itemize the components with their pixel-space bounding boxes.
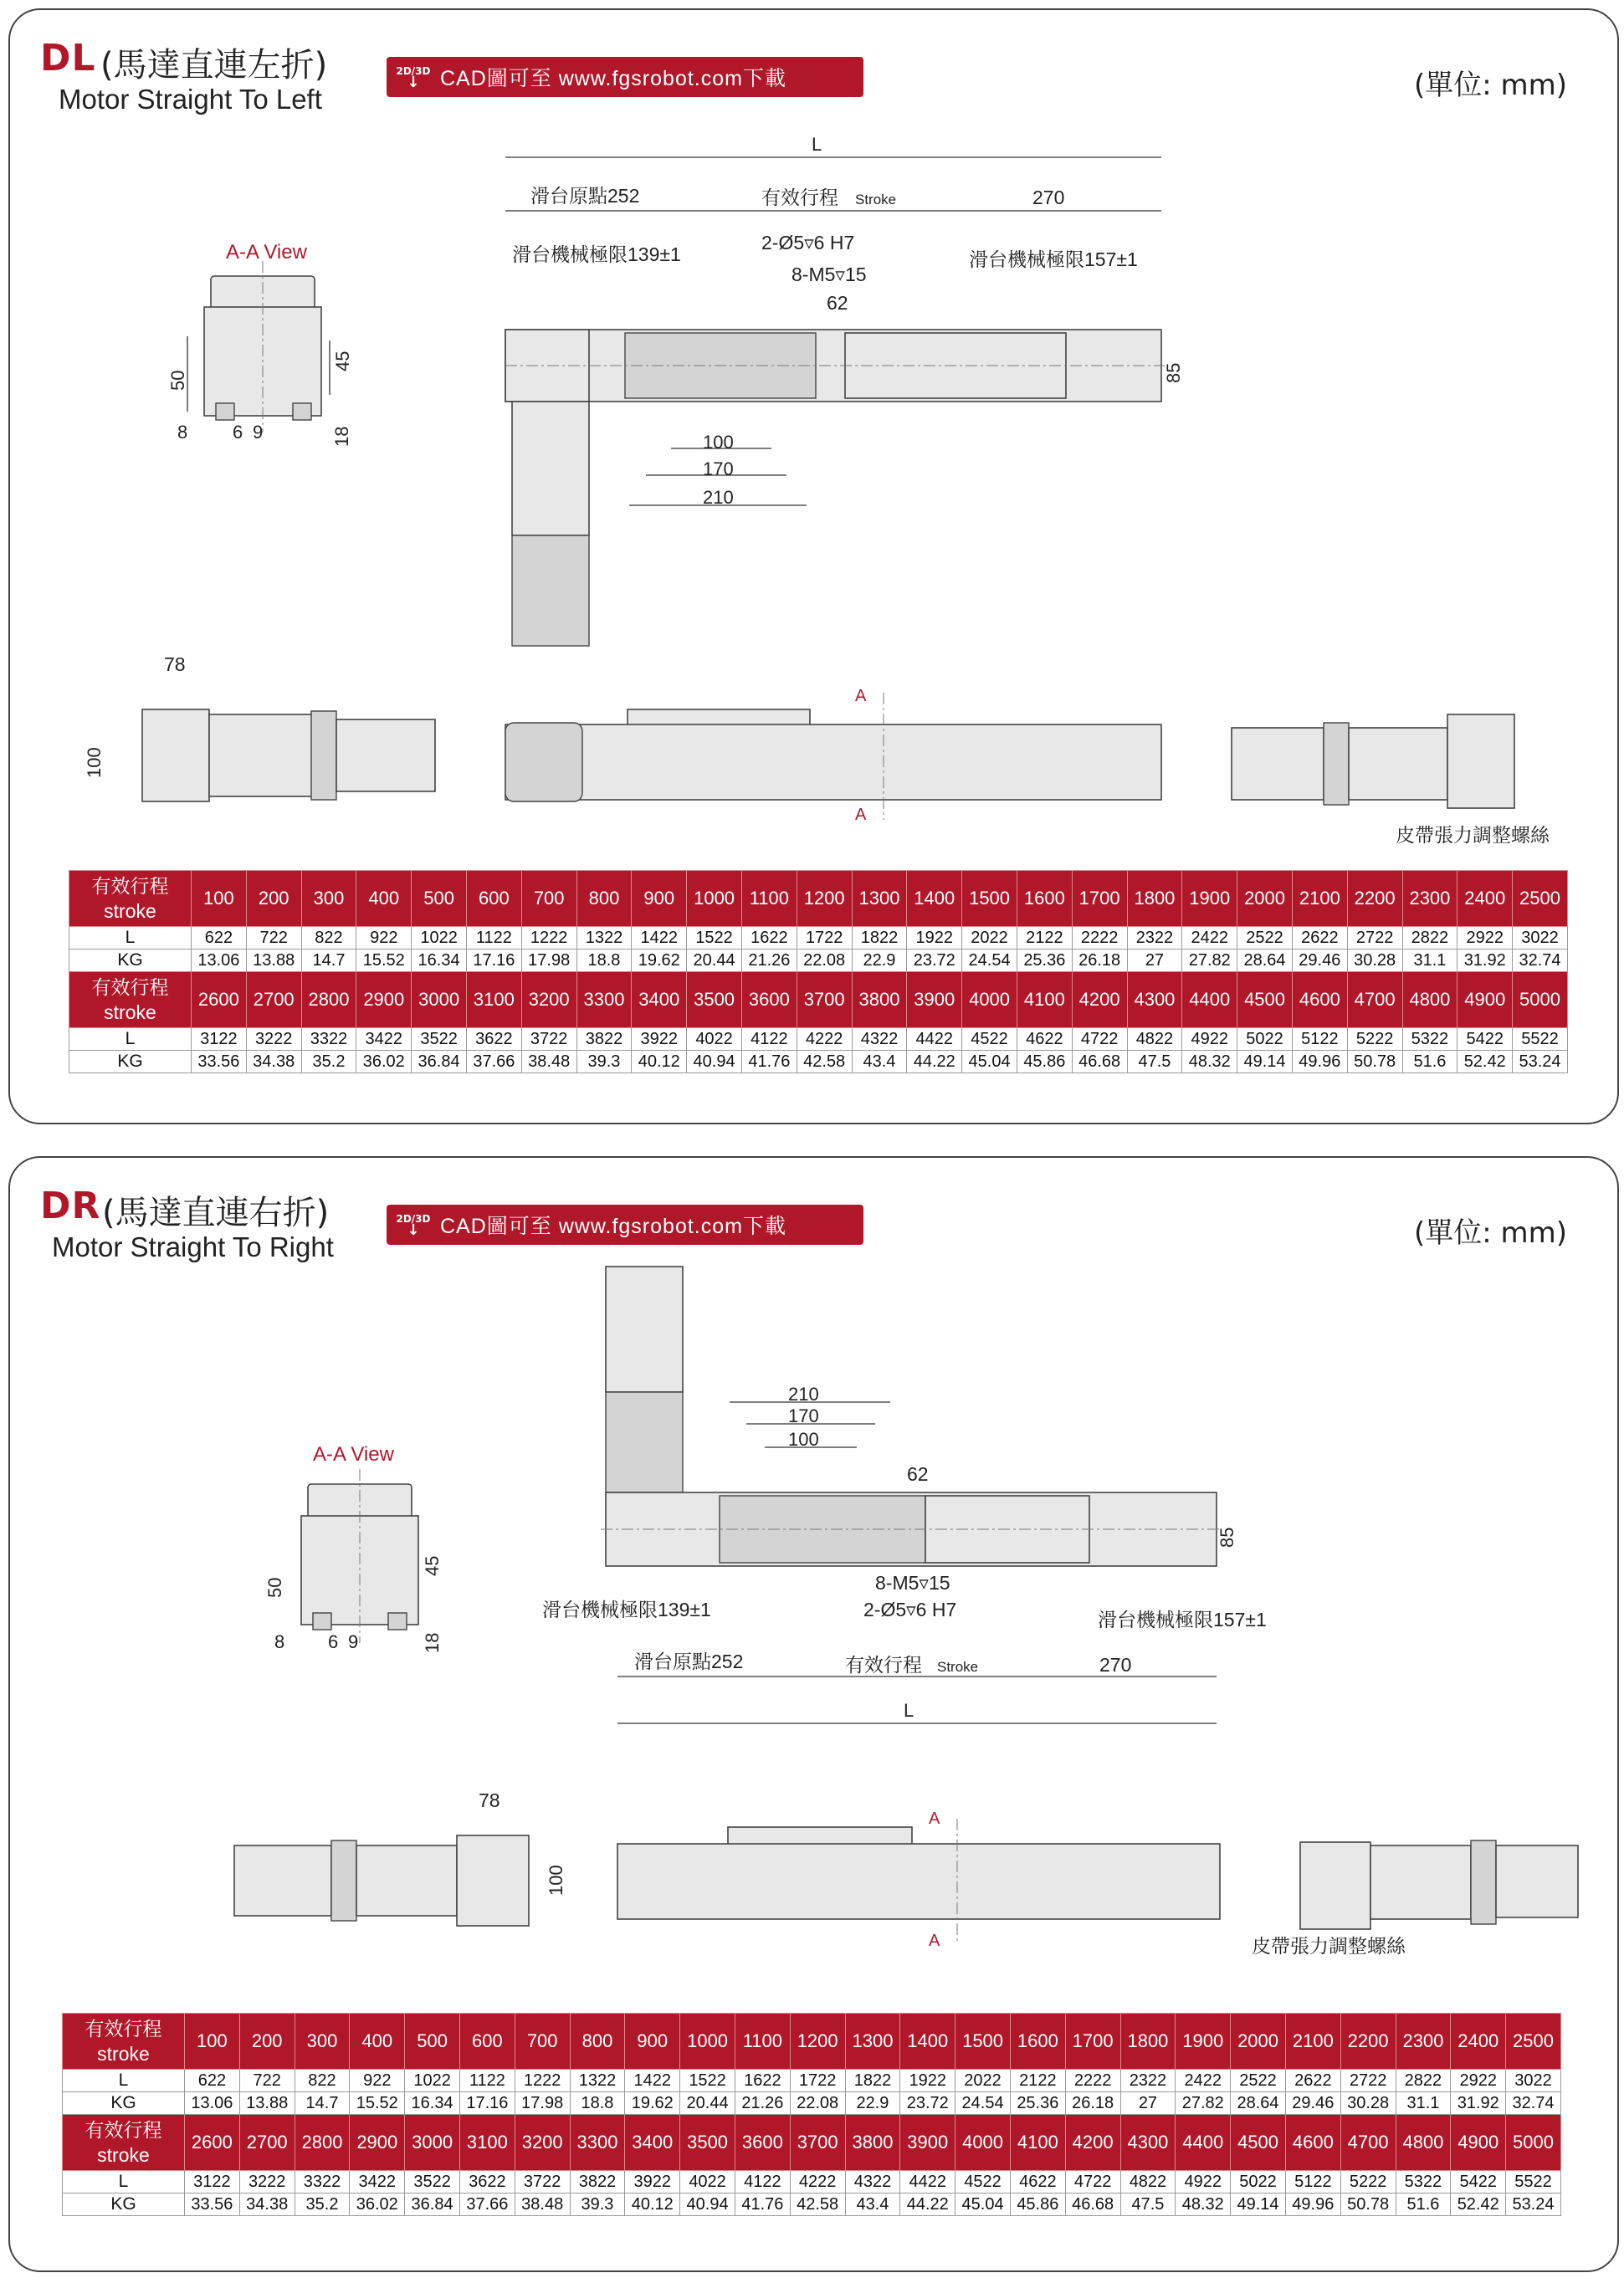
svg-text:L: L <box>812 134 822 155</box>
svg-text:滑台機械極限157±1: 滑台機械極限157±1 <box>1098 1609 1267 1630</box>
svg-text:50: 50 <box>264 1577 285 1598</box>
svg-text:A: A <box>855 687 867 705</box>
svg-text:Stroke: Stroke <box>937 1659 979 1675</box>
dr-drawings <box>10 1158 1617 1994</box>
table-row-KG: KG 33.56 34.38 35.2 36.02 36.84 37.66 38.48 39.3 40.12 40.94 41.76 42.58 43.4 44.22 45.04 45.86 46.68 47.5 48.32 49.14 49.96 50.78 51.6 52.42 53.24 <box>69 1051 1568 1073</box>
svg-text:皮帶張力調整螺絲: 皮帶張力調整螺絲 <box>1252 1935 1406 1957</box>
aa-view-title: A-A View <box>226 241 307 264</box>
table-row-KG: KG 13.06 13.88 14.7 15.52 16.34 17.16 17.98 18.8 19.62 20.44 21.26 22.08 22.9 23.72 24.54 25.36 26.18 27 27.82 28.64 29.46 30.28 31.1 31.92 32.74 <box>69 950 1568 972</box>
model-title-en: Motor Straight To Left <box>59 84 322 115</box>
svg-text:6: 6 <box>233 422 243 443</box>
unit-label: (單位: mm) <box>1413 69 1567 102</box>
model-code: DR <box>40 1185 101 1227</box>
svg-text:50: 50 <box>167 370 188 391</box>
svg-text:78: 78 <box>164 653 186 675</box>
aa-view-drawing <box>264 1443 443 1653</box>
svg-text:78: 78 <box>479 1789 500 1811</box>
svg-text:9: 9 <box>348 1631 359 1652</box>
table-row-L: L 3122 3222 3322 3422 3522 3622 3722 3822 3922 4022 4122 4222 4322 4422 4522 4622 4722 4822 4922 5022 5122 5222 5322 5422 5522 <box>63 2171 1561 2194</box>
svg-text:A: A <box>929 1810 940 1828</box>
svg-text:有效行程: 有效行程 <box>761 187 838 208</box>
svg-text:62: 62 <box>907 1463 929 1485</box>
svg-text:滑台機械極限139±1: 滑台機械極限139±1 <box>512 243 681 265</box>
svg-text:100: 100 <box>788 1429 819 1450</box>
model-title-cn: (馬達直連左折) <box>100 46 328 84</box>
model-code: DL <box>40 37 96 79</box>
svg-text:滑台原點252: 滑台原點252 <box>634 1651 744 1672</box>
svg-text:62: 62 <box>827 292 848 314</box>
aa-view-title: A-A View <box>313 1443 394 1466</box>
stroke-header-row: 有效行程 stroke 100 200 300 400 500 600 700 800 900 1000 1100 1200 1300 1400 1500 1600 1700 1800 1900 2000 2100 2200 2300 2400 2500 <box>69 871 1568 927</box>
section-dl <box>8 8 1619 1124</box>
stroke-header-row: 有效行程 stroke 2600 2700 2800 2900 3000 3100 3200 3300 3400 3500 3600 3700 3800 3900 4000 4100 4200 4300 4400 4500 4600 4700 4800 4900 5000 <box>69 972 1568 1028</box>
svg-text:L: L <box>904 1700 914 1721</box>
svg-text:170: 170 <box>703 458 734 479</box>
stroke-header-row: 有效行程 stroke 100 200 300 400 500 600 700 800 900 1000 1100 1200 1300 1400 1500 1600 1700 1800 1900 2000 2100 2200 2300 2400 2500 <box>63 2014 1561 2070</box>
svg-text:8: 8 <box>274 1631 285 1652</box>
svg-text:滑台機械極限139±1: 滑台機械極限139±1 <box>542 1599 711 1620</box>
svg-text:A: A <box>855 806 867 824</box>
table-row-KG: KG 33.56 34.38 35.2 36.02 36.84 37.66 38.48 39.3 40.12 40.94 41.76 42.58 43.4 44.22 45.04 45.86 46.68 47.5 48.32 49.14 49.96 50.78 51.6 52.42 53.24 <box>63 2194 1561 2216</box>
svg-text:9: 9 <box>253 422 264 443</box>
cad-download-text: CAD圖可至 www.fgsrobot.com下載 <box>440 67 786 90</box>
svg-text:滑台原點252: 滑台原點252 <box>530 185 640 207</box>
model-title-cn: (馬達直連右折) <box>102 1194 330 1232</box>
svg-text:6: 6 <box>328 1631 339 1652</box>
table-row-KG: KG 13.06 13.88 14.7 15.52 16.34 17.16 17.98 18.8 19.62 20.44 21.26 22.08 22.9 23.72 24.54 25.36 26.18 27 27.82 28.64 29.46 30.28 31.1 31.92 32.74 <box>63 2092 1561 2115</box>
svg-text:85: 85 <box>1217 1527 1237 1548</box>
svg-text:8-M5▿15: 8-M5▿15 <box>875 1572 950 1594</box>
model-title-en: Motor Straight To Right <box>52 1231 334 1262</box>
svg-text:100: 100 <box>703 432 734 453</box>
top-view-drawing <box>505 134 1184 646</box>
cad-download-text: CAD圖可至 www.fgsrobot.com下載 <box>440 1215 786 1238</box>
svg-text:210: 210 <box>788 1384 819 1405</box>
svg-text:45: 45 <box>332 351 353 371</box>
svg-text:100: 100 <box>546 1865 566 1896</box>
spec-table <box>62 2013 1561 2216</box>
svg-text:8: 8 <box>177 422 188 443</box>
svg-text:皮帶張力調整螺絲: 皮帶張力調整螺絲 <box>1396 824 1550 846</box>
dl-drawings <box>10 10 1617 847</box>
side-view-drawing <box>84 653 1550 846</box>
svg-text:18: 18 <box>422 1632 443 1653</box>
aa-view-drawing <box>167 241 353 447</box>
svg-text:100: 100 <box>84 747 105 778</box>
section-dr <box>8 1156 1619 2272</box>
stroke-header-row: 有效行程 stroke 2600 2700 2800 2900 3000 3100 3200 3300 3400 3500 3600 3700 3800 3900 4000 4100 4200 4300 4400 4500 4600 4700 4800 4900 5000 <box>63 2115 1561 2171</box>
svg-text:2-Ø5▿6 H7: 2-Ø5▿6 H7 <box>761 232 855 253</box>
svg-text:210: 210 <box>703 487 734 508</box>
svg-text:A: A <box>929 1932 940 1950</box>
svg-text:Stroke: Stroke <box>855 192 897 207</box>
download-icon: 2D/3D ↓ <box>396 1213 431 1239</box>
svg-text:滑台機械極限157±1: 滑台機械極限157±1 <box>969 248 1138 270</box>
table-row-L: L 622 722 822 922 1022 1122 1222 1322 1422 1522 1622 1722 1822 1922 2022 2122 2222 2322 2422 2522 2622 2722 2822 2922 3022 <box>63 2070 1561 2092</box>
svg-text:270: 270 <box>1099 1654 1132 1676</box>
svg-text:45: 45 <box>422 1555 443 1576</box>
svg-text:85: 85 <box>1163 362 1184 383</box>
download-icon: 2D/3D ↓ <box>396 65 431 91</box>
table-row-L: L 622 722 822 922 1022 1122 1222 1322 1422 1522 1622 1722 1822 1922 2022 2122 2222 2322 2422 2522 2622 2722 2822 2922 3022 <box>69 927 1568 950</box>
svg-text:2-Ø5▿6 H7: 2-Ø5▿6 H7 <box>863 1599 957 1620</box>
table-row-L: L 3122 3222 3322 3422 3522 3622 3722 3822 3922 4022 4122 4222 4322 4422 4522 4622 4722 4822 4922 5022 5122 5222 5322 5422 5522 <box>69 1028 1568 1051</box>
svg-text:18: 18 <box>331 426 352 447</box>
top-view-drawing <box>542 1267 1267 1723</box>
side-view-drawing <box>234 1789 1578 1957</box>
svg-text:270: 270 <box>1032 187 1065 208</box>
svg-text:8-M5▿15: 8-M5▿15 <box>792 264 867 285</box>
svg-text:170: 170 <box>788 1405 819 1426</box>
svg-text:有效行程: 有效行程 <box>845 1654 922 1676</box>
unit-label: (單位: mm) <box>1413 1216 1567 1250</box>
spec-table <box>69 870 1568 1073</box>
